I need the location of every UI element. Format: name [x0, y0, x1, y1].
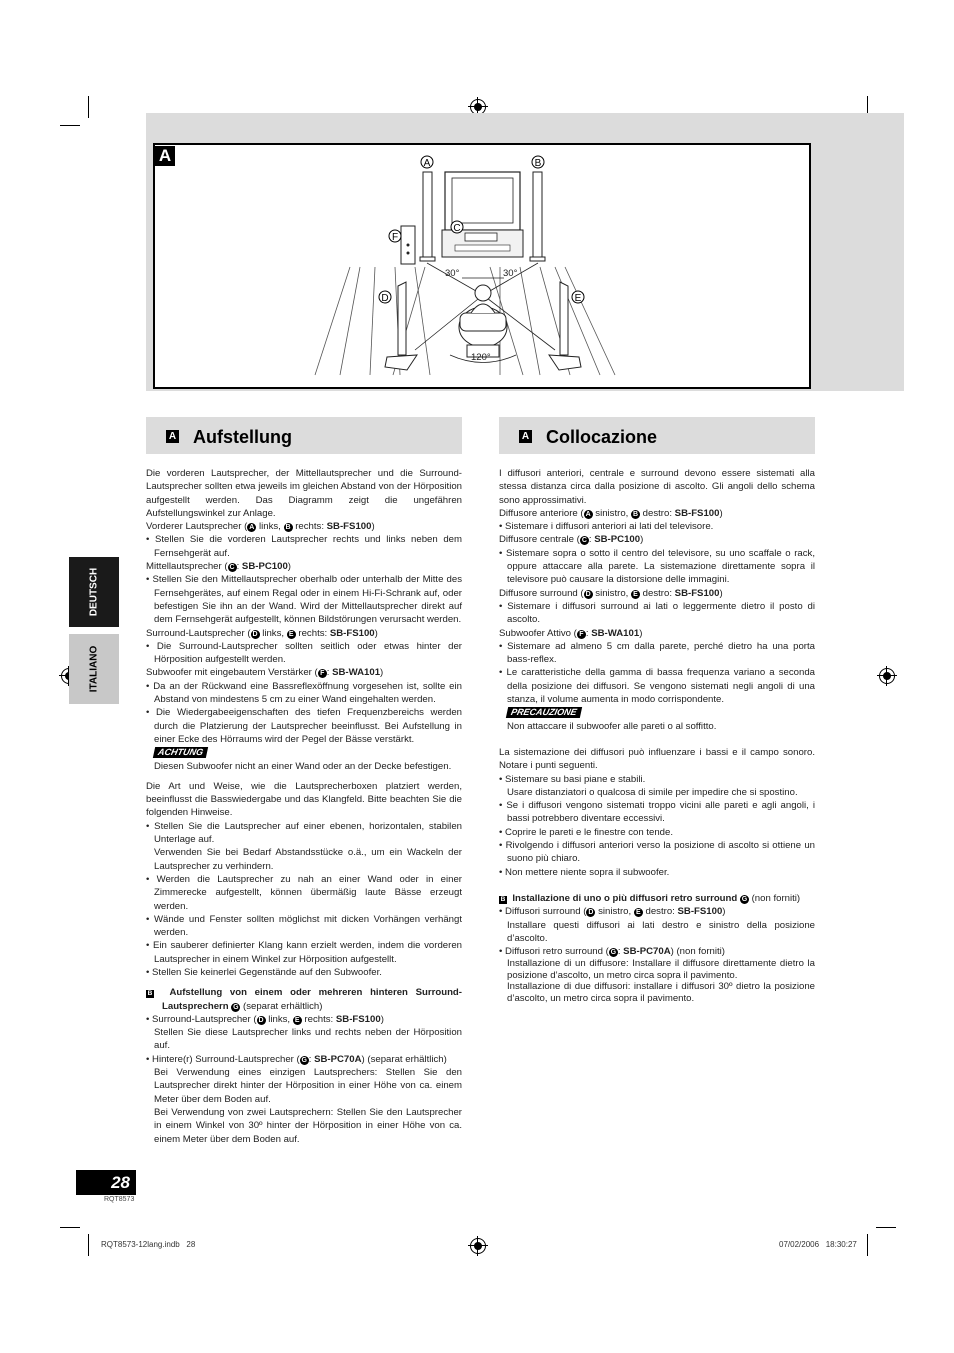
bullet: • Sistemare su basi piane e stabili.: [499, 773, 646, 785]
bullet: • Die Wiedergabeeigenschaften des tiefen Frequenzbereichs werden durch die Platzierung der Lautsprecher beeinflusst. Bei Aufstellung in einer Ecke des Hörraums wird der Pegel der Bässe verstärkt.: [146, 707, 463, 745]
surround-speaker-line: Surround-Lautsprecher ( D links, E rechts: SB-FS100): [146, 627, 378, 639]
bullet: • Sistemare i diffusori anteriori ai lati del televisore.: [499, 521, 714, 533]
bullet: • Da an der Rückwand eine Bassreflexöffnung vorgesehen ist, sollte ein Abstand von mindestens 5 cm zu einer Wand eingehalten werden.: [146, 680, 462, 706]
subwoofer-line: Subwoofer mit eingebautem Verstärker ( F : SB-WA101): [146, 667, 384, 679]
center-speaker-line: Mittellautsprecher ( C : SB-PC100): [146, 561, 291, 573]
bullet: • Surround-Lautsprecher ( D links, E rechts: SB-FS100): [146, 1013, 384, 1025]
footer-timestamp: 07/02/2006 18:30:27: [779, 1240, 857, 1249]
intro-paragraph: Die vorderen Lautsprecher, der Mittellautsprecher und die Surround-Lautsprecher sollten etwa jeweils im gleichen Abstand von der Hörposition aufgestellt werden. Das Diagramm zeigt die ungefähren Aufstellungswinkel zur Anlage.: [146, 468, 462, 519]
bullet-continuation: Bei Verwendung von zwei Lautsprechern: Stellen Sie den Lautsprecher in einem Winkel von 30º hinter der Hörposition in einer Höhe von ca. einem Meter über dem Boden auf.: [154, 1106, 462, 1145]
center-speaker-line: Diffusore centrale ( C : SB-PC100): [499, 534, 644, 546]
bullet: • Diffusori retro surround ( G : SB-PC70A) (non forniti): [499, 946, 726, 958]
warning-text: Non attaccare il subwoofer alle pareti o al soffitto.: [507, 720, 717, 732]
tips-intro: Die Art und Weise, wie die Lautsprecherboxen platziert werden, beeinflusst die Basswiedergabe und das Klangfeld. Bitte beachten Sie die folgenden Hinweise.: [146, 780, 462, 819]
marker-a-label: A: [423, 158, 431, 169]
bullet-continuation: Installazione di un diffusore: Installare il diffusore direttamente dietro la posizione d’ascolto, un metro circa sopra il pavimento.: [507, 958, 815, 981]
footer-file-info: RQT8573-12lang.indb 28: [101, 1240, 196, 1249]
bullet-continuation: Usare distanziatori o qualcosa di simile per impedire che si spostino.: [507, 786, 798, 798]
registration-mark-icon: [879, 668, 895, 684]
bullet: • Sistemare ad almeno 5 cm dalla parete, perché dietro ha una porta bass-reflex.: [499, 640, 815, 666]
bullet: • Le caratteristiche della gamma di bassa frequenza variano a seconda della posizione dei diffusori. Se vengono sistemati negli angoli di una stanza, il volume aumenta in modo corrispondente.: [499, 667, 815, 706]
bullet-continuation: Installazione di due diffusori: installare i diffusori 30º dietro la posizione d’ascolto, un metro circa sopra il pavimento.: [507, 981, 815, 1004]
section-title: Aufstellung: [193, 427, 292, 447]
section-title: Collocazione: [546, 427, 658, 447]
bullet: • Stellen Sie den Mittellautsprecher oberhalb oder unterhalb der Mitte des Fernsehgerätes, auf einem Regal oder in einem Hi-Fi-Schrank auf, oder befestigen Sie ihn an der Wand. Wird der Mittellautsprecher direkt auf dem Fernsehgerät aufgestellt, können Bildstörungen verursacht werden.: [146, 574, 462, 626]
bullet: • Sistemare i diffusori surround ai lati o leggermente dietro il posto di ascolto.: [499, 600, 815, 626]
bullet: • Rivolgendo i diffusori anteriori verso la posizione di ascolto si ottiene un suono più chiaro.: [499, 840, 815, 865]
bullet: • Stellen Sie die vorderen Lautsprecher rechts und links neben dem Fernsehgerät auf.: [146, 534, 462, 559]
bullet: • Non mettere niente sopra il subwoofer.: [499, 866, 670, 878]
warning-badge: ACHTUNG: [146, 746, 462, 759]
bullet: • Sistemare sopra o sotto il centro del televisore, su uno scaffale o rack, oppure attaccare alla parete. La sistemazione direttamente sopra il televisore può causare la distorsione delle immagini.: [499, 547, 815, 586]
document-code: RQT8573: [104, 1196, 135, 1203]
section-badge: A: [166, 430, 179, 443]
section-header-de: [146, 417, 462, 454]
angle-rear-label: 120°: [471, 352, 491, 363]
section-header-it: [499, 417, 815, 454]
angle-left-label: 30°: [445, 268, 460, 279]
marker-c-label: C: [453, 223, 461, 234]
crop-mark: [88, 96, 89, 118]
bullet: • Werden die Lautsprecher zu nah an einer Wand oder in einer Zimmerecke aufgestellt, können übermäßig laute Bässe erzeugt werden.: [146, 873, 462, 912]
bullet: • Hintere(r) Surround-Lautsprecher ( G : SB-PC70A) (separat erhältlich): [146, 1053, 447, 1065]
front-speaker-line: Diffusore anteriore ( A sinistro, B destro: SB-FS100): [499, 507, 723, 519]
bullet: • Se i diffusori vengono sistemati troppo vicini alle pareti e agli angoli, i bassi potrebbero diventare eccessivi.: [499, 800, 815, 825]
intro-paragraph: I diffusori anteriori, centrale e surround devono essere sistemati alla stessa distanza circa dalla posizione di ascolto. Gli angoli dello schema sono approssimativi.: [499, 468, 815, 506]
section-badge: A: [519, 430, 532, 443]
bullet-continuation: Stellen Sie diese Lautsprecher links und rechts neben der Hörposition auf.: [154, 1027, 462, 1052]
figure-label: A: [155, 146, 175, 166]
bullet-continuation: Bei Verwendung eines einzigen Lautsprechers: Stellen Sie den Lautsprecher direkt hinter der Hörposition in einer Höhe von ca. einem Meter über dem Boden auf.: [154, 1067, 462, 1105]
page-number: 28: [76, 1170, 136, 1195]
crop-mark: [88, 1234, 89, 1256]
surround-speaker-line: Diffusore surround ( D sinistro, E destro: SB-FS100): [499, 587, 723, 599]
front-speaker-line: Vorderer Lautsprecher ( A links, B rechts: SB-FS100): [146, 521, 375, 533]
bullet-continuation: Installare questi diffusori ai lati destro e sinistro della posizione d’ascolto.: [507, 919, 815, 944]
language-tab-deutsch[interactable]: DEUTSCH: [69, 557, 119, 627]
angle-right-label: 30°: [503, 268, 518, 279]
marker-f-label: F: [391, 232, 399, 243]
registration-mark-icon: [470, 1238, 486, 1254]
marker-d-label: D: [381, 293, 389, 304]
crop-mark: [60, 1227, 80, 1228]
subsection-b-heading: B Aufstellung von einem oder mehreren hinteren Surround-Lautsprechern G (separat erhältlich): [147, 987, 462, 1012]
german-text-column: [146, 467, 462, 1146]
bullet: • Ein sauberer definierter Klang kann erzielt werden, indem die vorderen Lautsprecher in einem Winkel zur Hörposition aufgestellt.: [146, 940, 462, 965]
tips-intro: La sistemazione dei diffusori può influenzare i bassi e il campo sonoro. Notare i punti seguenti.: [499, 746, 815, 772]
marker-e-label: E: [574, 293, 582, 304]
subsection-b-heading: B Installazione di uno o più diffusori retro surround G (non forniti): [500, 892, 801, 904]
speaker-placement-figure: [153, 143, 811, 389]
crop-mark: [876, 1227, 896, 1228]
bullet: • Die Surround-Lautsprecher sollten seitlich oder etwas hinter der Hörposition aufgestellt werden.: [146, 640, 462, 666]
bullet: • Stellen Sie keinerlei Gegenstände auf den Subwoofer.: [146, 966, 382, 978]
bullet: • Diffusori surround ( D sinistro, E destro: SB-FS100): [499, 906, 726, 918]
bullet: • Stellen Sie die Lautsprecher auf einer ebenen, horizontalen, stabilen Unterlage auf.: [146, 820, 462, 846]
bullet: • Wände und Fenster sollten möglichst mit dicken Vorhängen verhängt werden.: [146, 913, 462, 939]
italian-text-column: [499, 467, 815, 1004]
crop-mark: [867, 1234, 868, 1256]
warning-badge: PRECAUZIONE: [499, 706, 815, 719]
crop-mark: [60, 125, 80, 126]
bullet-continuation: Verwenden Sie bei Bedarf Abstandsstücke o.ä., um ein Wackeln der Lautsprecher zu verhindern.: [154, 847, 462, 872]
marker-b-label: B: [534, 158, 542, 169]
subwoofer-line: Subwoofer Attivo ( F : SB-WA101): [499, 627, 643, 639]
speaker-layout-diagram: [155, 145, 809, 387]
warning-text: Diesen Subwoofer nicht an einer Wand oder an der Decke befestigen.: [154, 760, 452, 772]
bullet: • Coprire le pareti e le finestre con tende.: [499, 826, 674, 838]
language-tab-italiano[interactable]: ITALIANO: [69, 634, 119, 704]
